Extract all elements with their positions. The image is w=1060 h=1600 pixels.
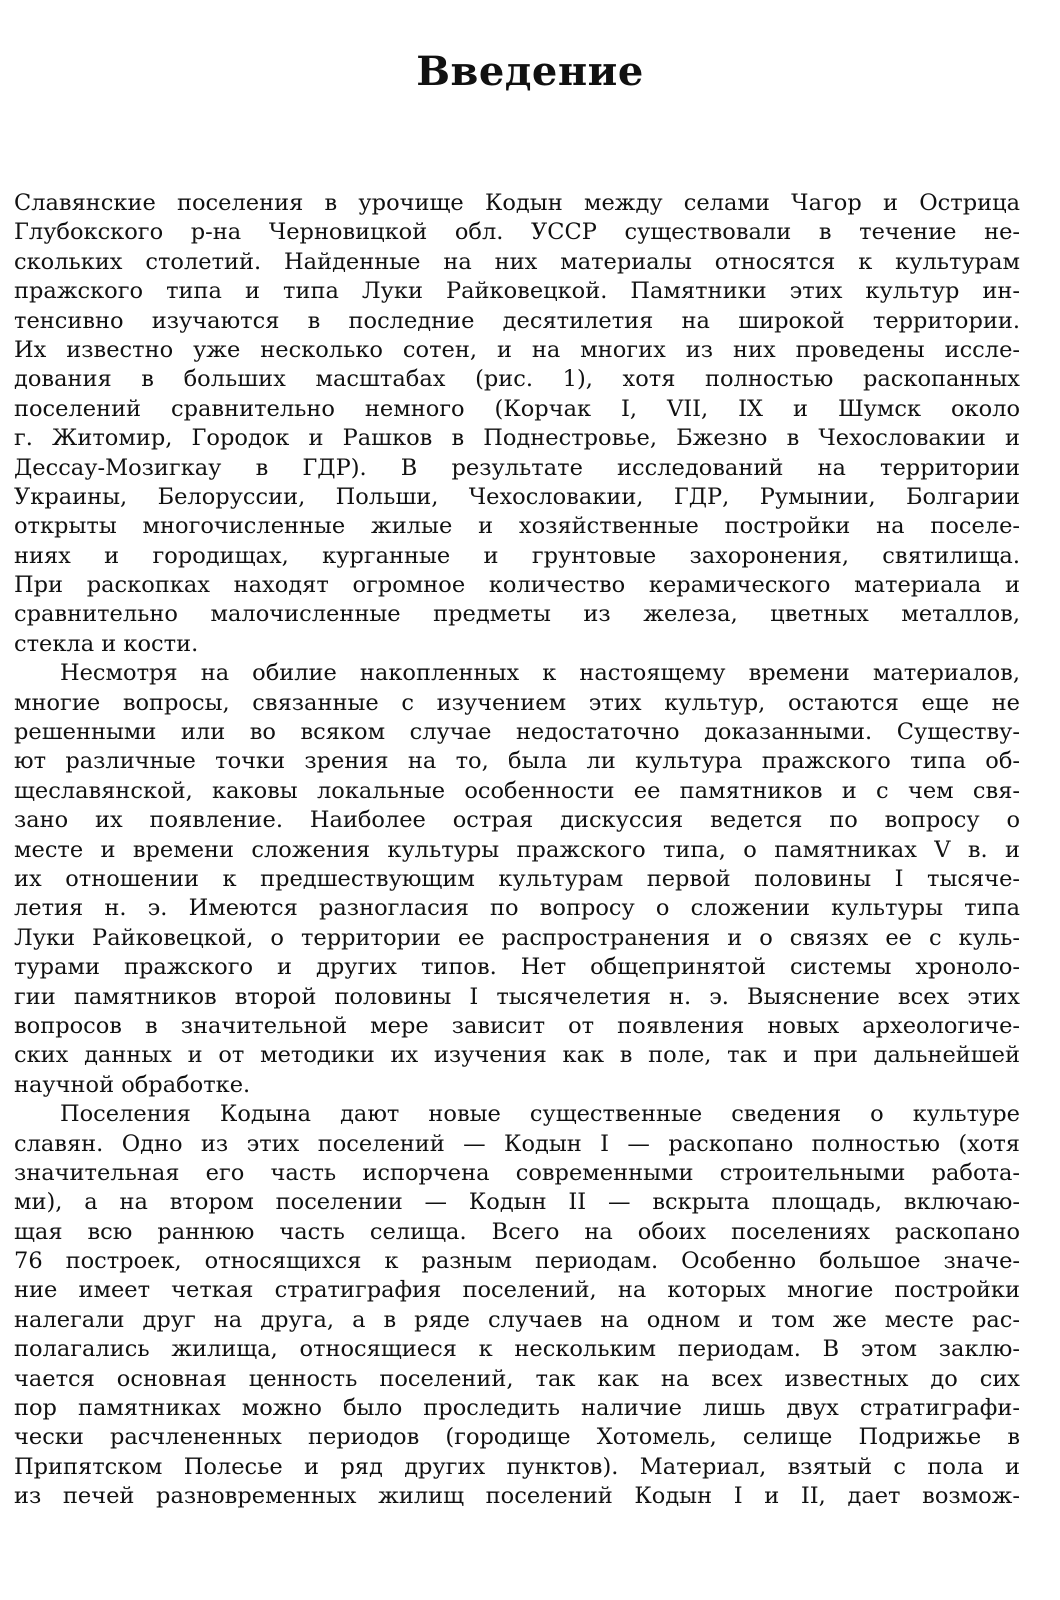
text-line: пор памятниках можно было проследить наличие лишь двух стратиграфи- [14,1395,1020,1422]
text-line: Глубокского р-на Черновицкой обл. УССР существовали в течение не- [14,219,1020,246]
text-line: вопросов в значительной мере зависит от появления новых археологиче- [14,1012,1020,1039]
text-line: ние имеет четкая стратиграфия поселений, на которых многие постройки [14,1277,1020,1304]
text-line: славян. Одно из этих поселений — Кодын I — раскопано полностью (хотя [14,1130,1020,1157]
body-text [14,189,1020,1512]
text-line: щеславянской, каковы локальные особенности ее памятников и с чем свя- [14,777,1020,804]
text-line: ми), а на втором поселении — Кодын II — вскрыта площадь, включаю- [14,1189,1020,1216]
text-line: Луки Райковецкой, о территории ее распространения и о связях ее с куль- [14,924,1020,951]
paragraph [14,1100,1020,1511]
text-line: стекла и кости. [14,630,199,657]
text-line: многие вопросы, связанные с изучением этих культур, остаются еще не [14,689,1020,716]
text-line: сравнительно малочисленные предметы из железа, цветных металлов, [14,601,1020,628]
text-line: ских данных и от методики их изучения как в поле, так и при дальнейшей [14,1042,1020,1069]
text-line: ниях и городищах, курганные и грунтовые захоронения, святилища. [14,542,1020,569]
text-line: Украины, Белоруссии, Польши, Чехословакии, ГДР, Румынии, Болгарии [14,483,1020,510]
text-line: тенсивно изучаются в последние десятилетия на широкой территории. [14,307,1020,334]
paragraph [14,189,1020,659]
text-line: 76 построек, относящихся к разным периодам. Особенно большое значе- [14,1248,1020,1275]
text-line: зано их появление. Наиболее острая дискуссия ведется по вопросу о [14,807,1020,834]
text-line: месте и времени сложения культуры пражского типа, о памятниках V в. и [14,836,1020,863]
text-line: пражского типа и типа Луки Райковецкой. Памятники этих культур ин- [14,278,1020,305]
text-line: турами пражского и других типов. Нет общепринятой системы хроноло- [14,954,1020,981]
text-line: их отношении к предшествующим культурам первой половины I тысяче- [14,865,1020,892]
text-line: полагались жилища, относящиеся к нескольким периодам. В этом заклю- [14,1336,1020,1363]
text-line: поселений сравнительно немного (Корчак I, VII, IX и Шумск около [14,395,1020,422]
text-line: При раскопках находят огромное количество керамического материала и [14,572,1020,599]
text-line: чается основная ценность поселений, так как на всех известных до сих [14,1365,1020,1392]
text-line: решенными или во всяком случае недостаточно доказанными. Существу- [14,719,1020,746]
text-line: из печей разновременных жилищ поселений Кодын I и II, дает возмож- [14,1483,1020,1510]
text-line: Несмотря на обилие накопленных к настоящему времени материалов, [60,660,1020,687]
text-line: летия н. э. Имеются разногласия по вопросу о сложении культуры типа [14,895,1020,922]
text-line: Припятском Полесье и ряд других пунктов). Материал, взятый с пола и [14,1453,1020,1480]
text-line: Славянские поселения в урочище Кодын между селами Чагор и Острица [14,190,1020,216]
text-line: Их известно уже несколько сотен, и на многих из них проведены иссле- [14,336,1020,363]
text-line: щая всю раннюю часть селища. Всего на обоих поселениях раскопано [14,1218,1020,1245]
text-line: ют различные точки зрения на то, была ли культура пражского типа об- [14,748,1020,775]
text-line: гии памятников второй половины I тысячелетия н. э. Выяснение всех этих [14,983,1020,1010]
text-line: г. Житомир, Городок и Рашков в Поднестровье, Бжезно в Чехословакии и [14,425,1020,452]
text-line: научной обработке. [14,1071,251,1098]
text-line: скольких столетий. Найденные на них материалы относятся к культурам [14,248,1020,275]
text-line: налегали друг на друга, а в ряде случаев на одном и том же месте рас- [14,1306,1020,1333]
text-line: открыты многочисленные жилые и хозяйственные постройки на поселе- [14,513,1020,540]
text-line: значительная его часть испорчена современными строительными работа- [14,1159,1020,1186]
paragraph [14,659,1020,1100]
text-line: дования в больших масштабах (рис. 1), хотя полностью раскопанных [14,366,1020,393]
text-line: чески расчлененных периодов (городище Хотомель, селище Подрижье в [14,1424,1020,1451]
text-line: Дессау-Мозигкау в ГДР). В результате исследований на территории [14,454,1020,481]
text-line: Поселения Кодына дают новые существенные сведения о культуре [60,1101,1020,1128]
page-title: Введение [416,48,644,95]
